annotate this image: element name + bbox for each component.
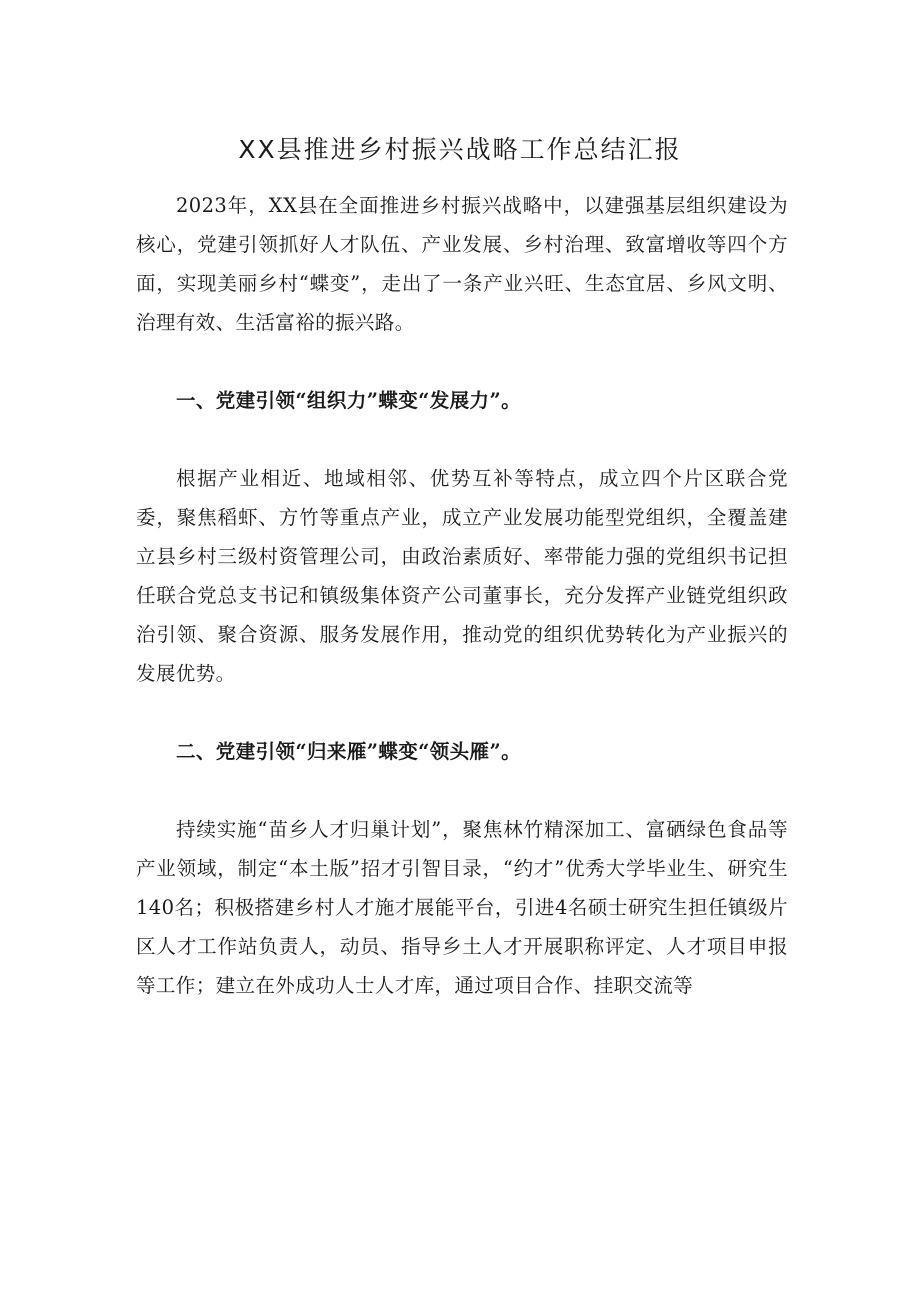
document-title: XX县推进乡村振兴战略工作总结汇报 xyxy=(238,135,682,164)
paragraph-spacer xyxy=(136,342,788,381)
paragraph-spacer xyxy=(136,420,788,459)
intro-paragraph: 2023年，XX县在全面推进乡村振兴战略中，以建强基层组织建设为核心，党建引领抓好人才队伍、产业发展、乡村治理、致富增收等四个方面，实现美丽乡村“蝶变”，走出了一条产业兴旺、生态宜居、乡风文明、治理有效、生活富裕的振兴路。 xyxy=(136,194,788,334)
section-1-body: 根据产业相近、地域相邻、优势互补等特点，成立四个片区联合党委，聚焦稻虾、方竹等重点产业，成立产业发展功能型党组织，全覆盖建立县乡村三级村资管理公司，由政治素质好、率带能力强的党组织书记担任联合党总支书记和镇级集体资产公司董事长，充分发挥产业链党组织政治引领、聚合资源、服务发展作用，推动党的组织优势转化为产业振兴的发展优势。 xyxy=(136,467,788,685)
document-body xyxy=(136,186,788,1005)
paragraph-spacer xyxy=(136,693,788,732)
section-2-heading: 二、党建引领“归来雁”蝶变“领头雁”。 xyxy=(176,740,521,763)
paragraph-spacer xyxy=(136,771,788,810)
section-2-body: 持续实施“苗乡人才归巢计划”，聚焦林竹精深加工、富硒绿色食品等产业领域，制定“本土版”招才引智目录，“约才”优秀大学毕业生、研究生140名；积极搭建乡村人才施才展能平台，引进4名硕士研究生担任镇级片区人才工作站负责人，动员、指导乡土人才开展职称评定、人才项目申报等工作；建立在外成功人士人才库，通过项目合作、挂职交流等 xyxy=(136,818,788,997)
section-1-heading: 一、党建引领“组织力”蝶变“发展力”。 xyxy=(176,389,521,412)
